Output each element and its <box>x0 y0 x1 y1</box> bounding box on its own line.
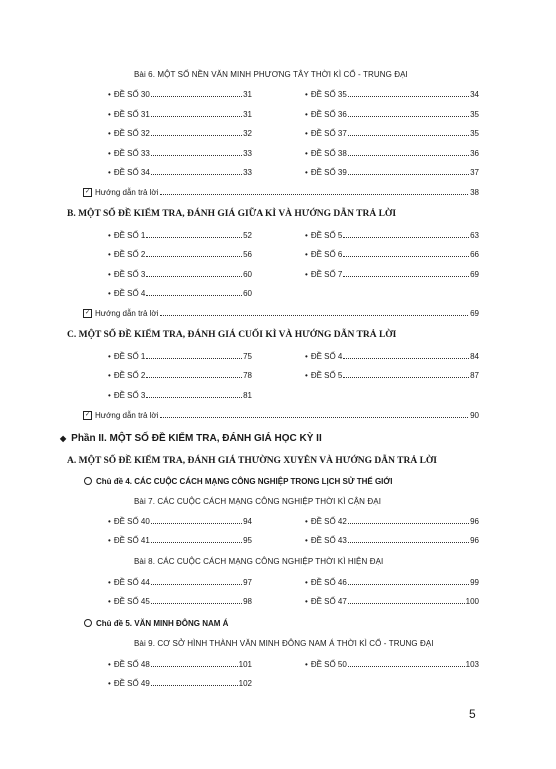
bullet-icon: • <box>305 149 308 158</box>
answer-guide-entry[interactable]: ✓ Hướng dẫn trả lời 38 <box>84 188 479 197</box>
circle-icon <box>84 477 92 485</box>
bullet-icon: • <box>305 231 308 240</box>
toc-entry[interactable]: • ĐỀ SỐ 39 37 <box>305 168 479 177</box>
toc-entry[interactable]: • ĐỀ SỐ 49 102 <box>108 679 252 688</box>
toc-entry[interactable]: • ĐỀ SỐ 33 33 <box>108 149 252 158</box>
section-c-heading: C. MỘT SỐ ĐỀ KIỂM TRA, ĐÁNH GIÁ CUỐI KÌ VÀ HƯỚNG DẪN TRẢ LỜI <box>67 330 397 340</box>
bullet-icon: • <box>305 168 308 177</box>
lesson-7-heading: Bài 7. CÁC CUỘC CÁCH MẠNG CÔNG NGHIỆP THỜI KÌ CẬN ĐẠI <box>134 497 382 506</box>
bullet-icon: • <box>108 149 111 158</box>
toc-entry[interactable]: • ĐỀ SỐ 42 96 <box>305 517 479 526</box>
bullet-icon: • <box>305 660 308 669</box>
toc-entry[interactable]: • ĐỀ SỐ 2 56 <box>108 250 252 259</box>
toc-entry[interactable]: • ĐỀ SỐ 3 60 <box>108 270 252 279</box>
toc-entry[interactable]: • ĐỀ SỐ 45 98 <box>108 597 252 606</box>
bullet-icon: • <box>108 597 111 606</box>
bullet-icon: • <box>305 536 308 545</box>
toc-entry[interactable]: • ĐỀ SỐ 31 31 <box>108 110 252 119</box>
toc-entry[interactable]: • ĐỀ SỐ 5 87 <box>305 371 479 380</box>
toc-entry[interactable]: • ĐỀ SỐ 43 96 <box>305 536 479 545</box>
bullet-icon: • <box>305 270 308 279</box>
bullet-icon: • <box>108 679 111 688</box>
toc-entry[interactable]: • ĐỀ SỐ 47 100 <box>305 597 479 606</box>
checkbox-icon: ✓ <box>84 310 91 316</box>
toc-entry[interactable]: • ĐỀ SỐ 1 75 <box>108 352 252 361</box>
bullet-icon: • <box>305 352 308 361</box>
bullet-icon: • <box>108 578 111 587</box>
toc-entry[interactable]: • ĐỀ SỐ 37 35 <box>305 129 479 138</box>
bullet-icon: • <box>305 90 308 99</box>
toc-entry[interactable]: • ĐỀ SỐ 40 94 <box>108 517 252 526</box>
topic-4-heading: Chủ đề 4. CÁC CUỘC CÁCH MẠNG CÔNG NGHIỆP TRONG LỊCH SỬ THẾ GIỚI <box>84 477 392 486</box>
toc-entry[interactable]: • ĐỀ SỐ 3 81 <box>108 391 252 400</box>
lesson-9-heading: Bài 9. CƠ SỞ HÌNH THÀNH VĂN MINH ĐÔNG NAM Á THỜI KÌ CỔ - TRUNG ĐẠI <box>134 639 434 648</box>
toc-entry[interactable]: • ĐỀ SỐ 48 101 <box>108 660 252 669</box>
toc-entry[interactable]: • ĐỀ SỐ 4 60 <box>108 289 252 298</box>
bullet-icon: • <box>305 250 308 259</box>
lesson-6-heading: Bài 6. MỘT SỐ NỀN VĂN MINH PHƯƠNG TÂY THỜI KÌ CỔ - TRUNG ĐẠI <box>134 70 408 79</box>
toc-entry[interactable]: • ĐỀ SỐ 36 35 <box>305 110 479 119</box>
bullet-icon: • <box>108 129 111 138</box>
bullet-icon: • <box>108 371 111 380</box>
bullet-icon: • <box>108 517 111 526</box>
bullet-icon: • <box>108 391 111 400</box>
toc-entry[interactable]: • ĐỀ SỐ 35 34 <box>305 90 479 99</box>
bullet-icon: • <box>305 371 308 380</box>
toc-entry[interactable]: • ĐỀ SỐ 46 99 <box>305 578 479 587</box>
bullet-icon: • <box>108 660 111 669</box>
toc-entry[interactable]: • ĐỀ SỐ 7 69 <box>305 270 479 279</box>
circle-icon <box>84 619 92 627</box>
bullet-icon: • <box>108 270 111 279</box>
bullet-icon: • <box>305 597 308 606</box>
toc-entry[interactable]: • ĐỀ SỐ 6 66 <box>305 250 479 259</box>
bullet-icon: • <box>305 517 308 526</box>
answer-guide-entry[interactable]: ✓ Hướng dẫn trả lời 69 <box>84 309 479 318</box>
bullet-icon: • <box>305 129 308 138</box>
bullet-icon: • <box>305 110 308 119</box>
section-a-heading: A. MỘT SỐ ĐỀ KIỂM TRA, ĐÁNH GIÁ THƯỜNG XUYÊN VÀ HƯỚNG DẪN TRẢ LỜI <box>67 456 438 466</box>
part-2-heading: ◆ Phần II. MỘT SỐ ĐỀ KIỂM TRA, ĐÁNH GIÁ HỌC KỲ II <box>60 433 322 444</box>
page-number: 5 <box>469 707 476 721</box>
bullet-icon: • <box>108 168 111 177</box>
lesson-8-heading: Bài 8. CÁC CUỘC CÁCH MẠNG CÔNG NGHIỆP THỜI KÌ HIỆN ĐẠI <box>134 557 384 566</box>
checkbox-icon: ✓ <box>84 412 91 418</box>
bullet-icon: • <box>108 352 111 361</box>
bullet-icon: • <box>108 90 111 99</box>
toc-entry[interactable]: • ĐỀ SỐ 41 95 <box>108 536 252 545</box>
toc-entry[interactable]: • ĐỀ SỐ 1 52 <box>108 231 252 240</box>
topic-5-heading: Chủ đề 5. VĂN MINH ĐÔNG NAM Á <box>84 619 228 628</box>
toc-entry[interactable]: • ĐỀ SỐ 2 78 <box>108 371 252 380</box>
answer-guide-entry[interactable]: ✓ Hướng dẫn trả lời 90 <box>84 411 479 420</box>
toc-entry[interactable]: • ĐỀ SỐ 50 103 <box>305 660 479 669</box>
toc-entry[interactable]: • ĐỀ SỐ 32 32 <box>108 129 252 138</box>
toc-entry[interactable]: • ĐỀ SỐ 34 33 <box>108 168 252 177</box>
bullet-icon: • <box>108 250 111 259</box>
section-b-heading: B. MỘT SỐ ĐỀ KIỂM TRA, ĐÁNH GIÁ GIỮA KÌ VÀ HƯỚNG DẪN TRẢ LỜI <box>67 209 397 219</box>
toc-entry[interactable]: • ĐỀ SỐ 30 31 <box>108 90 252 99</box>
toc-entry[interactable]: • ĐỀ SỐ 44 97 <box>108 578 252 587</box>
bullet-icon: • <box>108 289 111 298</box>
toc-entry[interactable]: • ĐỀ SỐ 38 36 <box>305 149 479 158</box>
checkbox-icon: ✓ <box>84 189 91 195</box>
bullet-icon: • <box>108 231 111 240</box>
bullet-icon: • <box>108 110 111 119</box>
toc-entry[interactable]: • ĐỀ SỐ 5 63 <box>305 231 479 240</box>
diamond-icon: ◆ <box>60 434 67 443</box>
bullet-icon: • <box>305 578 308 587</box>
toc-entry[interactable]: • ĐỀ SỐ 4 84 <box>305 352 479 361</box>
bullet-icon: • <box>108 536 111 545</box>
